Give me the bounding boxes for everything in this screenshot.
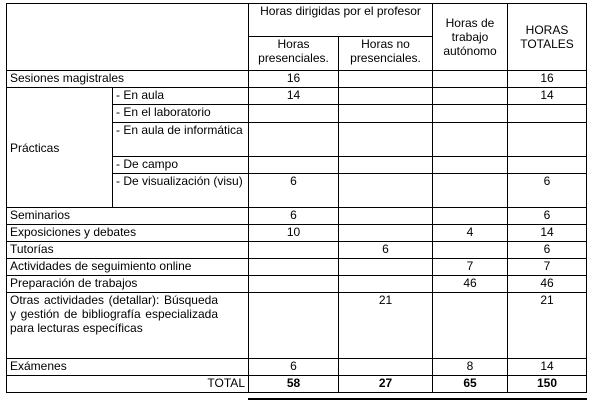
cell-total: 6 (508, 208, 587, 225)
row-group-label: Prácticas (7, 88, 113, 208)
table-row (7, 225, 587, 242)
cell-presential: 14 (249, 88, 339, 105)
total-total: 150 (508, 376, 587, 393)
cell-presential: 6 (249, 174, 339, 208)
cell-non-presential (339, 71, 433, 88)
cell-presential (249, 259, 339, 276)
cell-non-presential (339, 88, 433, 105)
row-label: - En aula de informática (113, 123, 249, 157)
row-label: Tutorías (7, 242, 249, 259)
header-autonomous-hours: Horas de trabajo autónomo (433, 4, 508, 71)
header-directed-hours: Horas dirigidas por el profesor (249, 4, 433, 37)
cell-non-presential (339, 174, 433, 208)
cell-non-presential (339, 157, 433, 174)
cell-presential (249, 157, 339, 174)
cell-presential: 6 (249, 359, 339, 376)
cell-autonomous (433, 71, 508, 88)
row-label: Seminarios (7, 208, 249, 225)
header-blank (7, 4, 249, 71)
row-label: Sesiones magistrales (7, 71, 249, 88)
table-row (7, 88, 587, 105)
cell-autonomous (433, 242, 508, 259)
cell-non-presential: 21 (339, 293, 433, 359)
cell-non-presential (339, 208, 433, 225)
cell-presential (249, 276, 339, 293)
cell-non-presential (339, 123, 433, 157)
table-row (7, 242, 587, 259)
cell-autonomous (433, 105, 508, 123)
total-non-presential: 27 (339, 376, 433, 393)
cell-non-presential: 6 (339, 242, 433, 259)
cell-autonomous (433, 293, 508, 359)
cell-total: 14 (508, 359, 587, 376)
table-row (7, 293, 587, 359)
cell-autonomous: 7 (433, 259, 508, 276)
table-row (7, 359, 587, 376)
cell-presential (249, 123, 339, 157)
table-row (7, 276, 587, 293)
cell-total (508, 157, 587, 174)
table-row (7, 71, 587, 88)
row-label: - De campo (113, 157, 249, 174)
hours-table (6, 3, 587, 393)
cell-non-presential (339, 276, 433, 293)
total-label: TOTAL (7, 376, 249, 393)
row-label: - En aula (113, 88, 249, 105)
cell-total: 6 (508, 174, 587, 208)
total-underline (248, 398, 587, 400)
header-presential: Horas presenciales. (249, 37, 339, 71)
row-label: Preparación de trabajos (7, 276, 249, 293)
row-label: Otras actividades (detallar): Búsqueda y gestión de bibliografía especializada para lecturas específicas (7, 293, 249, 359)
cell-total: 16 (508, 71, 587, 88)
total-presential: 58 (249, 376, 339, 393)
cell-autonomous (433, 208, 508, 225)
cell-total: 14 (508, 225, 587, 242)
total-row (7, 376, 587, 393)
cell-presential: 10 (249, 225, 339, 242)
cell-presential (249, 105, 339, 123)
cell-autonomous: 46 (433, 276, 508, 293)
cell-non-presential (339, 225, 433, 242)
cell-autonomous (433, 123, 508, 157)
cell-autonomous (433, 174, 508, 208)
table-row (7, 259, 587, 276)
cell-autonomous (433, 157, 508, 174)
cell-total: 46 (508, 276, 587, 293)
cell-presential (249, 242, 339, 259)
cell-presential: 6 (249, 208, 339, 225)
cell-total (508, 123, 587, 157)
row-label: Exposiciones y debates (7, 225, 249, 242)
row-label: Actividades de seguimiento online (7, 259, 249, 276)
cell-autonomous: 8 (433, 359, 508, 376)
cell-presential (249, 293, 339, 359)
row-label: - De visualización (visu) (113, 174, 249, 208)
cell-total: 6 (508, 242, 587, 259)
row-label: Exámenes (7, 359, 249, 376)
table-row (7, 208, 587, 225)
cell-total: 7 (508, 259, 587, 276)
header-total-hours: HORAS TOTALES (508, 4, 587, 71)
cell-non-presential (339, 105, 433, 123)
total-autonomous: 65 (433, 376, 508, 393)
cell-non-presential (339, 359, 433, 376)
cell-non-presential (339, 259, 433, 276)
cell-total: 21 (508, 293, 587, 359)
row-label: - En el laboratorio (113, 105, 249, 123)
cell-presential: 16 (249, 71, 339, 88)
cell-total (508, 105, 587, 123)
header-non-presential: Horas no presenciales. (339, 37, 433, 71)
cell-autonomous: 4 (433, 225, 508, 242)
cell-total: 14 (508, 88, 587, 105)
cell-autonomous (433, 88, 508, 105)
